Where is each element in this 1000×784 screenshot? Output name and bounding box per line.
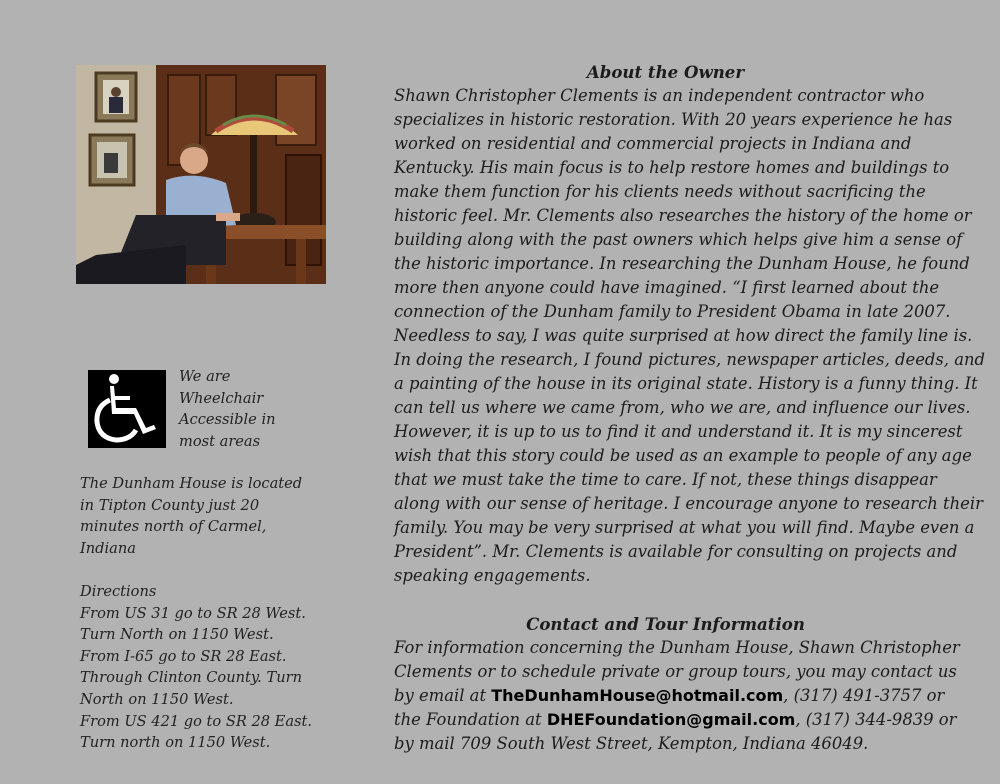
directions-line: From I-65 go to SR 28 East. bbox=[80, 647, 287, 665]
location-text bbox=[80, 473, 330, 559]
contact-line: Clements or to schedule private or group tours, you may contact us bbox=[394, 662, 957, 681]
contact-text: by email at bbox=[394, 686, 492, 705]
directions-line: From US 31 go to SR 28 West. bbox=[80, 604, 306, 622]
contact-text: the Foundation at bbox=[394, 710, 547, 729]
about-line: Kentucky. His main focus is to help restore homes and buildings to bbox=[394, 158, 950, 177]
wheelchair-line: Accessible in bbox=[179, 411, 276, 429]
contact-text: , (317) 491-3757 or bbox=[783, 686, 945, 705]
contact-line-email bbox=[394, 708, 957, 732]
directions-line: Through Clinton County. Turn bbox=[80, 669, 302, 687]
about-line: However, it is up to us to find it and understand it. It is my sincerest bbox=[394, 422, 963, 441]
about-line: building along with the past owners which helps give him a sense of bbox=[394, 230, 963, 249]
about-line: specializes in historic restoration. With 20 years experience he has bbox=[394, 110, 953, 129]
wheelchair-line: most areas bbox=[179, 432, 261, 450]
about-line: connection of the Dunham family to President Obama in late 2007. bbox=[394, 302, 951, 321]
wheelchair-text bbox=[179, 366, 289, 452]
about-line: Shawn Christopher Clements is an independent contractor who bbox=[394, 86, 925, 105]
location-line: in Tipton County just 20 bbox=[80, 496, 260, 514]
about-line: along with our sense of heritage. I encourage anyone to research their bbox=[394, 494, 983, 513]
directions-text bbox=[80, 581, 340, 754]
contact-line-email bbox=[394, 684, 954, 708]
location-line: The Dunham House is located bbox=[80, 475, 303, 492]
about-line: more then anyone could have imagined. “I first learned about the bbox=[394, 278, 940, 297]
contact-text: , (317) 344-9839 or bbox=[795, 710, 957, 729]
about-line: Needless to say, I was quite surprised at how direct the family line is. bbox=[394, 326, 973, 345]
contact-line: by mail 709 South West Street, Kempton, Indiana 46049. bbox=[394, 734, 869, 753]
about-line: worked on residential and commercial projects in Indiana and bbox=[394, 134, 912, 153]
contact-heading: Contact and Tour Information bbox=[526, 614, 805, 634]
directions-line: Turn north on 1150 West. bbox=[80, 734, 271, 752]
about-body bbox=[394, 84, 986, 588]
about-line: speaking engagements. bbox=[394, 566, 591, 585]
contact-body bbox=[394, 636, 960, 756]
email-link-foundation[interactable]: DHEFoundation@gmail.com bbox=[546, 710, 796, 729]
about-line: historic feel. Mr. Clements also researches the history of the home or bbox=[394, 206, 972, 225]
location-line: Indiana bbox=[80, 539, 136, 557]
about-line: make them function for his clients needs without sacrificing the bbox=[394, 182, 926, 201]
directions-line: Turn North on 1150 West. bbox=[80, 626, 274, 644]
email-link-dunham-house[interactable]: TheDunhamHouse@hotmail.com bbox=[491, 686, 784, 705]
about-line: a painting of the house in its original state. History is a funny thing. It bbox=[394, 374, 978, 393]
about-line: the historic importance. In researching the Dunham House, he found bbox=[394, 254, 970, 273]
about-line: In doing the research, I found pictures, newspaper articles, deeds, and bbox=[394, 350, 986, 369]
directions-line: From US 421 go to SR 28 East. bbox=[80, 712, 313, 730]
directions-line: North on 1150 West. bbox=[80, 690, 234, 708]
wheelchair-line: We are bbox=[179, 368, 231, 385]
location-line: minutes north of Carmel, bbox=[80, 518, 267, 536]
wheelchair-icon bbox=[88, 370, 166, 448]
owner-photo bbox=[76, 65, 326, 284]
wheelchair-line: Wheelchair bbox=[179, 389, 264, 407]
about-line: that we must take the time to care. If not, these things disappear bbox=[394, 470, 937, 489]
about-line: can tell us where we came from, who we are, and influence our lives. bbox=[394, 398, 971, 417]
about-line: wish that this story could be used as an example to people of any age bbox=[394, 446, 972, 465]
main-content bbox=[394, 60, 986, 756]
directions-heading: Directions bbox=[80, 583, 157, 600]
contact-line: For information concerning the Dunham House, Shawn Christopher bbox=[394, 638, 960, 657]
about-line: President”. Mr. Clements is available for consulting on projects and bbox=[394, 542, 958, 561]
about-line: family. You may be very surprised at what you will find. Maybe even a bbox=[394, 518, 975, 537]
about-heading: About the Owner bbox=[586, 62, 745, 82]
